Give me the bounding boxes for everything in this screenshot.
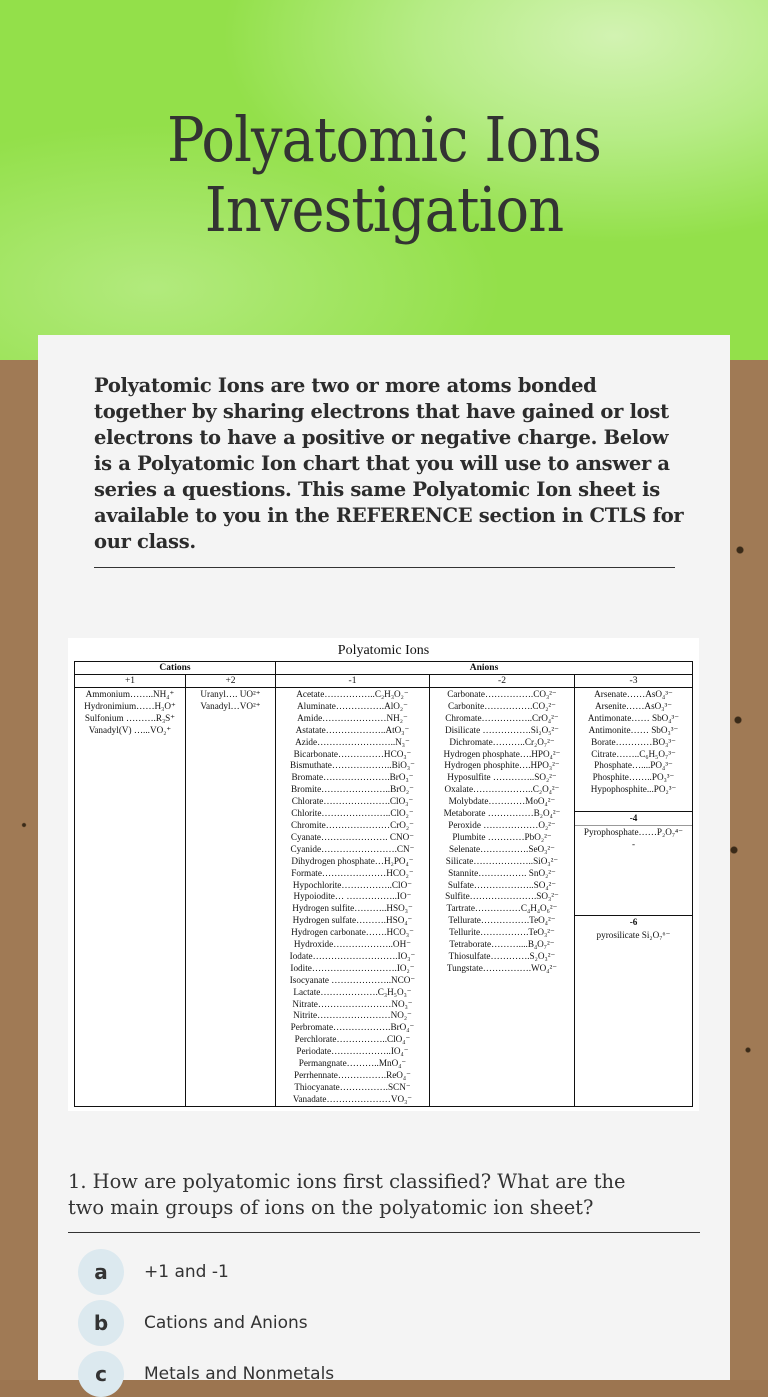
ion-entry: Sulfonium ……….R₃S⁺ — [84, 712, 176, 723]
ion-entry: Thiocyanate…………….SCN⁻ — [294, 1081, 411, 1092]
ion-entry: Cyanate…………………. CNO⁻ — [290, 831, 415, 842]
ion-entry: Amide…………………NH₂⁻ — [297, 712, 408, 723]
cations-header: Cations — [75, 662, 276, 675]
answer-option-a[interactable] — [78, 1249, 678, 1295]
content-card — [38, 335, 730, 1386]
column-plus1 — [75, 688, 186, 1107]
ion-entry: Stannite……………. SnO₂²⁻ — [448, 867, 556, 878]
ion-entry: Formate…………………HCO₂⁻ — [291, 867, 414, 878]
divider — [68, 1232, 700, 1233]
column-header-plus2: +2 — [186, 675, 276, 688]
ion-entry: Azide……………………..N₃⁻ — [295, 736, 410, 747]
ion-entry: Thiosulfate………….S₂O₃²⁻ — [448, 950, 556, 961]
ion-entry: Phosphite……..PO₃³⁻ — [592, 772, 675, 783]
anions-header: Anions — [276, 662, 693, 675]
ion-entry: Antimonite…… SbO₃³⁻ — [588, 724, 679, 735]
ion-entry: Hydroxide………………..OH⁻ — [293, 939, 412, 950]
ion-entry: Cyanide…………………….CN⁻ — [290, 843, 415, 854]
ion-entry: Oxalate………………..C₂O₄²⁻ — [444, 784, 560, 795]
ion-entry: Bromite…………………..BrO₂⁻ — [291, 784, 414, 795]
answer-option-b[interactable] — [78, 1300, 678, 1346]
ion-entry: Uranyl…. UO²⁺ — [200, 689, 261, 699]
column-header-minus3: -3 — [575, 675, 693, 688]
ion-entry: Silicate………………..SiO₃²⁻ — [445, 855, 559, 866]
ion-entry: Ammonium……..NH₄⁺ — [85, 689, 175, 699]
polyatomic-ion-chart — [68, 638, 699, 1111]
option-label-a[interactable]: +1 and -1 — [144, 1262, 229, 1282]
ion-entry: Hydrogen phosphate….HPO₄²⁻ — [443, 748, 561, 759]
ion-entry: - — [631, 838, 636, 849]
ion-entry: Tellurite…………….TeO₃²⁻ — [449, 927, 555, 938]
column-plus2 — [186, 688, 276, 1107]
ion-entry: Hydrogen sulfite………..HSO₃⁻ — [292, 903, 413, 914]
ion-entry: Acetate……………..C₂H₃O₂⁻ — [296, 689, 409, 699]
ion-entry: Sulfite………………….SO₃²⁻ — [445, 891, 559, 902]
ion-table — [74, 661, 693, 1107]
option-letter-b[interactable]: b — [78, 1300, 124, 1346]
ion-entry: Tungstate…………….WO₄²⁻ — [446, 962, 558, 973]
question-text: 1. How are polyatomic ions first classified? What are the two main groups of ions on the polyatomic ion sheet? — [68, 1169, 626, 1219]
ion-entry: Dichromate………..Cr₂O₇²⁻ — [449, 736, 555, 747]
ion-entry: Nitrate……………………NO₃⁻ — [292, 998, 413, 1009]
column-minus2 — [430, 688, 575, 1107]
ion-entry: Borate…………BO₃³⁻ — [591, 736, 676, 747]
ion-entry: Vanadyl(V) …...VO₂⁺ — [88, 724, 172, 735]
chart-title: Polyatomic Ions — [337, 643, 430, 658]
ion-entry: pyrosilicate Si₂O₇⁶⁻ — [596, 930, 671, 940]
ion-entry: Selenate…………….SeO₃²⁻ — [449, 843, 555, 854]
ion-entry: Perrhennate…………….ReO₄⁻ — [293, 1070, 411, 1080]
ion-entry: Iodite……………………….IO₂⁻ — [290, 962, 415, 973]
ion-entry: Vanadate…………………VO₃⁻ — [292, 1093, 413, 1104]
ion-entry: Peroxide ………………O₂²⁻ — [448, 819, 556, 830]
ion-entry: Carbonate…………….CO₃²⁻ — [447, 689, 557, 699]
column-header-minus1: -1 — [276, 675, 430, 688]
ion-entry: Hypophosphite...PO₂³⁻ — [590, 784, 677, 795]
ion-entry: Hypoiodite… ……………..IO⁻ — [293, 891, 412, 902]
column-minus3 — [575, 688, 692, 812]
ion-entry: Disilicate …………….Si₂O₅²⁻ — [444, 724, 560, 735]
ion-entry: Chromate……………..CrO₄²⁻ — [445, 712, 559, 723]
ion-entry: Pyrophosphate……P₂O₇⁴⁻ — [583, 827, 684, 837]
ion-entry: Phosphate…....PO₄³⁻ — [594, 760, 673, 771]
ion-entry: Periodate………………..IO₄⁻ — [296, 1046, 409, 1057]
ion-entry: Perchlorate……………..ClO₄⁻ — [294, 1034, 411, 1045]
ion-entry: Nitrite……………………NO₂⁻ — [293, 1010, 412, 1021]
ion-entry: Chromite…………………CrO₂⁻ — [291, 819, 414, 830]
option-label-c[interactable]: Metals and Nonmetals — [144, 1364, 335, 1384]
ion-entry: Hydrogen carbonate…….HCO₃⁻ — [291, 927, 414, 938]
ion-entry: Bismuthate………………..BiO₃⁻ — [290, 760, 415, 771]
ion-entry: Lactate……………….C₃H₅O₃⁻ — [293, 986, 412, 997]
column-minus1 — [276, 688, 430, 1107]
ion-entry: Bromate………………….BrO₃⁻ — [291, 772, 414, 783]
ion-entry: Vanadyl…VO²⁺ — [200, 700, 261, 711]
ion-entry: Hydronimium……H₃O⁺ — [84, 700, 176, 711]
ion-entry: Hyposulfite …………..SO₂²⁻ — [447, 772, 557, 783]
ion-entry: Tetraborate………....B₄O₇²⁻ — [449, 939, 555, 950]
divider — [94, 567, 675, 568]
ion-entry: Antimonate…… SbO₄³⁻ — [587, 712, 680, 723]
ion-entry: Molybdate…………MoO₄²⁻ — [448, 796, 556, 807]
ion-entry: Perbromate……………….BrO₄⁻ — [290, 1022, 415, 1033]
ion-entry: Chlorite…………………..ClO₂⁻ — [291, 808, 414, 819]
ion-entry: Isocyanate ………………..NCO⁻ — [289, 974, 416, 985]
column-header-minus6: -6 — [629, 917, 638, 927]
ion-entry: Hydrogen sulfate……….HSO₄⁻ — [292, 915, 413, 926]
column-minus3-group — [575, 688, 693, 1107]
option-label-b[interactable]: Cations and Anions — [144, 1313, 308, 1333]
ion-entry: Aluminate…………….AlO₂⁻ — [297, 700, 408, 711]
column-minus6 — [575, 929, 692, 942]
ion-entry: Dihydrogen phosphate…H₂PO₄⁻ — [291, 855, 414, 866]
ion-entry: Tellurate…………….TeO₄²⁻ — [448, 915, 556, 926]
ion-entry: Hypochlorite……………..ClO⁻ — [292, 879, 413, 890]
ion-entry: Metaborate ……………B₂O₄²⁻ — [443, 808, 561, 819]
ion-entry: Tartrate……………C₄H₄O₆²⁻ — [446, 903, 558, 914]
ion-entry: Arsenate……AsO₄³⁻ — [594, 689, 673, 699]
ion-entry: Bicarbonate……………HCO₃⁻ — [293, 748, 412, 759]
ion-entry: Permangnate………..MnO₄⁻ — [298, 1058, 407, 1069]
ion-entry: Plumbite …………PbO₂²⁻ — [452, 831, 552, 842]
option-letter-a[interactable]: a — [78, 1249, 124, 1295]
option-letter-c[interactable]: c — [78, 1351, 124, 1397]
ion-entry: Carbonite…………….CO₂²⁻ — [447, 700, 557, 711]
ion-entry: Hydrogen phosphite….HPO₃²⁻ — [444, 760, 560, 771]
ion-entry: Sulfate………………..SO₄²⁻ — [447, 879, 557, 890]
column-minus4 — [575, 826, 692, 916]
page-title: Polyatomic Ions Investigation — [167, 103, 601, 246]
ion-entry: Citrate……..C₆H₅O₇³⁻ — [591, 748, 676, 759]
ion-entry: Astatate………………..AtO₃⁻ — [295, 724, 410, 735]
ion-entry: Chlorate………………….ClO₃⁻ — [291, 796, 414, 807]
intro-paragraph: Polyatomic Ions are two or more atoms bonded together by sharing electrons that have gained or lost electrons to have a positive or negative charge. Below is a Polyatomic Ion chart that you will use to answer a series a questions. This same Polyatomic Ion sheet is available to you in the REFERENCE section in CTLS for our class. — [94, 374, 684, 553]
ion-entry: Iodate……………………….IO₃⁻ — [289, 950, 416, 961]
ion-entry: Arsenite……AsO₃³⁻ — [594, 700, 673, 711]
column-header-minus2: -2 — [430, 675, 575, 688]
column-header-minus4: -4 — [575, 812, 692, 826]
column-header-plus1: +1 — [75, 675, 186, 688]
answer-option-c[interactable] — [78, 1351, 678, 1397]
